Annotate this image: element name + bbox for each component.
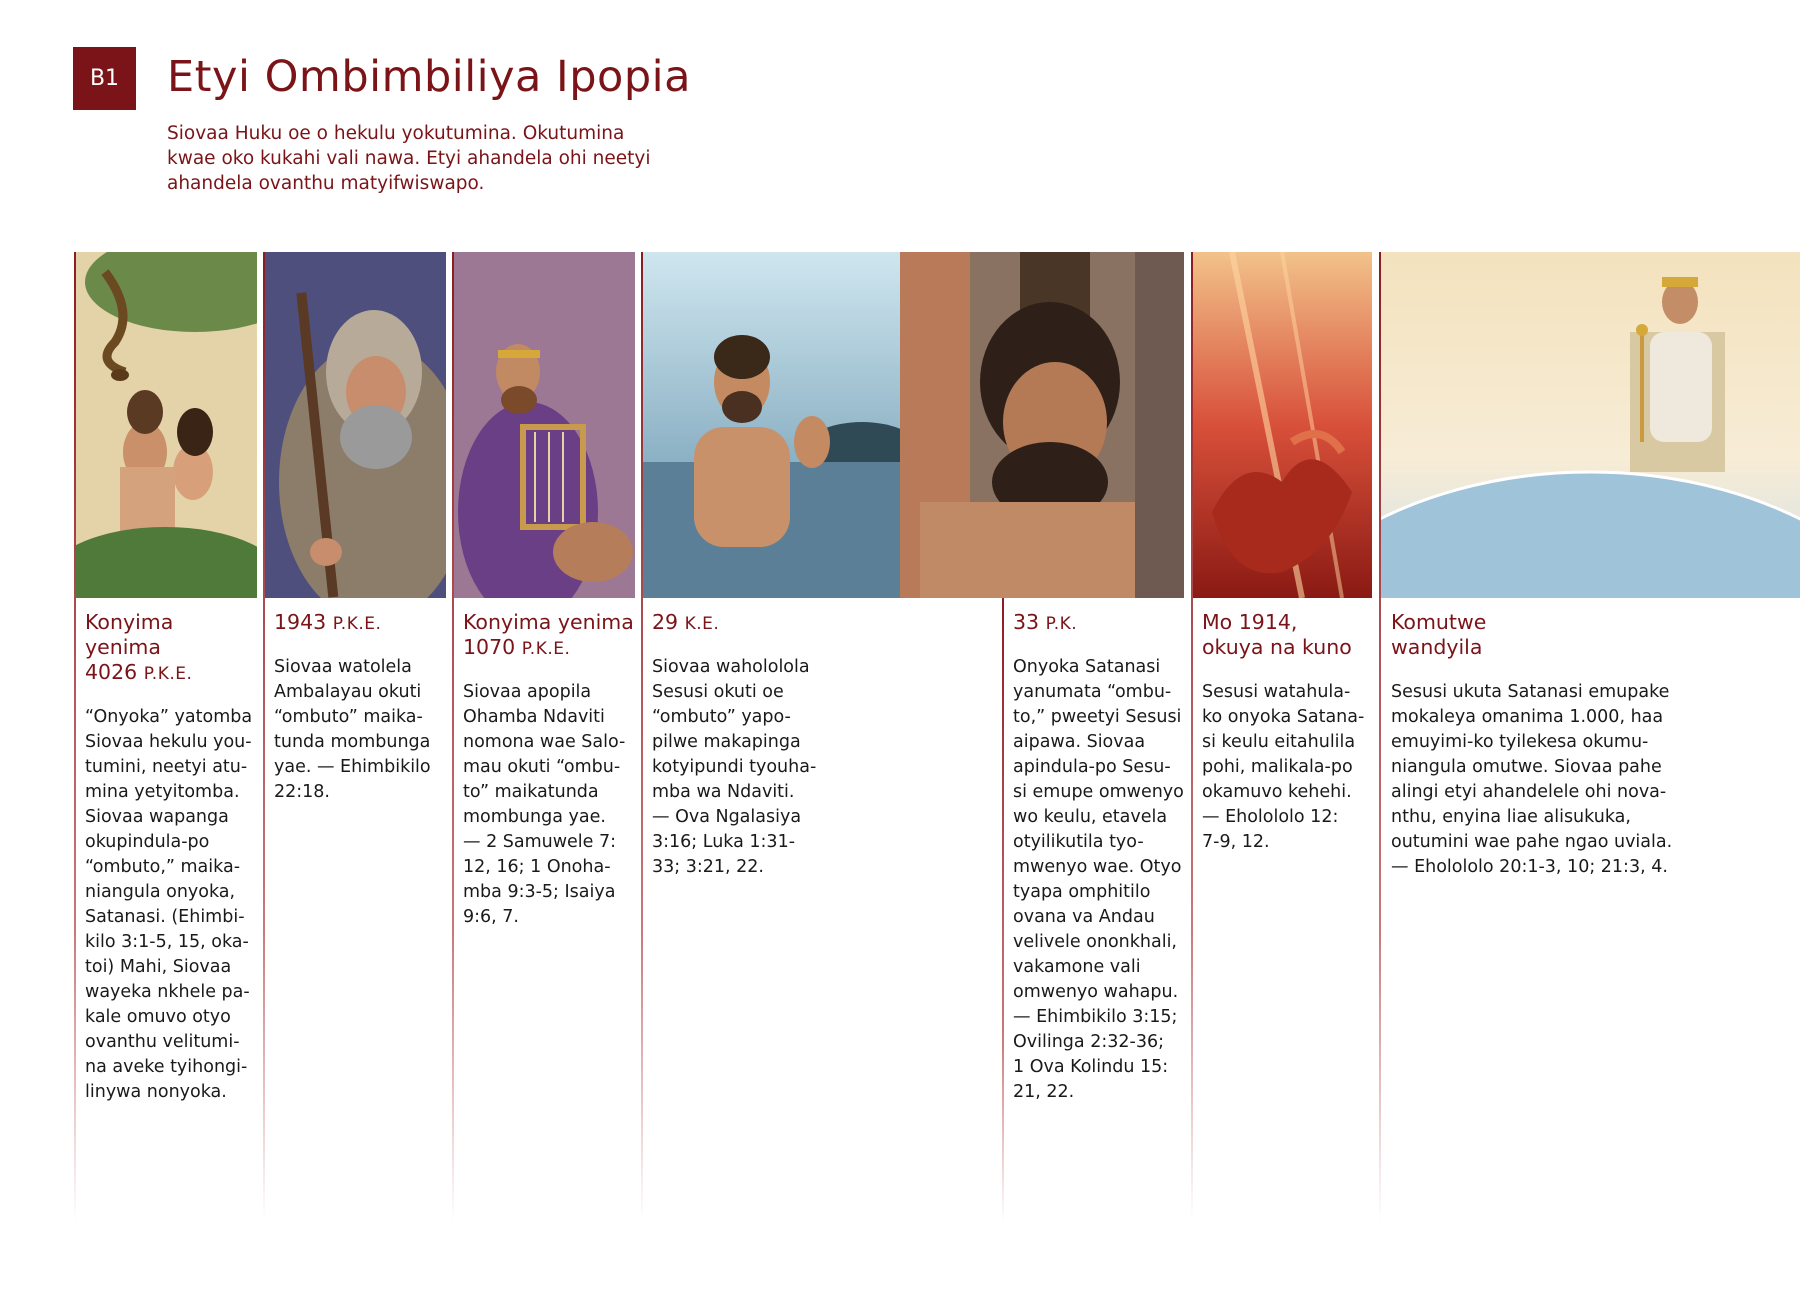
garden-serpent-couple-illustration	[75, 252, 257, 598]
entry-text: Sesusi watahula- ko onyoka Satana- si keulu eitahulila pohi, malikala-po okamuvo kehehi. — Eholololo 12: 7-9, 12.	[1202, 682, 1365, 852]
timeline-entry	[652, 610, 852, 880]
entry-text: Onyoka Satanasi yanumata “ombu- to,” pweetyi Sesusi aipawa. Siovaa apindula-po Sesu- si emupe omwenyo wo keulu, etavela otyilikutila tyo- mwenyo wae. Otyo tyapa omphitilo ovana va Andau velivele ononkhali, vakamone vali omwenyo wahapu. — Ehimbikilo 3:15; Ovilinga 2:32-36; 1 Ova Kolindu 15: 21, 22.	[1013, 657, 1184, 1102]
man-baptized-in-water-illustration	[642, 252, 900, 598]
entry-text: Sesusi ukuta Satanasi emupake mokaleya omanima 1.000, haa emuyimi-ko tyilekesa okumu- niangula omutwe. Siovaa pahe alingi etyi ahandelele ohi nova- nthu, enyina liae alisukuka, outumini wae pahe ngao uviala. — Eholololo 20:1-3, 10; 21:3, 4.	[1391, 682, 1673, 877]
man-on-stake-illustration	[900, 252, 1184, 598]
timeline-divider	[1002, 598, 1004, 1222]
entry-text: Siovaa watolela Ambalayau okuti “ombuto” maika- tunda mombunga yae. — Ehimbikilo 22:18.	[274, 657, 431, 802]
timeline-divider	[74, 252, 76, 1222]
timeline-divider	[1379, 252, 1381, 1222]
entry-date: Komutwe wandyila	[1391, 610, 1487, 659]
entry-date: Mo 1914, okuya na kuno	[1202, 610, 1352, 659]
timeline-entry	[274, 610, 444, 805]
timeline-divider	[641, 252, 643, 1222]
timeline-entry	[1391, 610, 1791, 880]
timeline-entry	[1202, 610, 1377, 855]
timeline-entry	[463, 610, 638, 930]
entry-text: Siovaa apopila Ohamba Ndaviti nomona wae Salo- mau okuti “ombu- to” maikatunda mombunga yae. — 2 Samuwele 7: 12, 16; 1 Onoha- mba 9:3-5; Isaiya 9:6, 7.	[463, 682, 626, 927]
section-badge: B1	[73, 47, 136, 110]
timeline-entry	[1013, 610, 1188, 1105]
entry-date: 29 K.E.	[652, 610, 720, 634]
intro-text: Siovaa Huku oe o hekulu yokutumina. Okutumina kwae oko kukahi vali nawa. Etyi ahandela ohi neetyi ahandela ovanthu matyifwiswapo.	[167, 123, 651, 194]
entry-text: Siovaa waholololа Sesusi okuti oe “ombuto” yapo- pilwe makapinga kotyipundi tyouha- mba wa Ndaviti. — Ova Ngalasiya 3:16; Luka 1:31- 33; 3:21, 22.	[652, 657, 817, 877]
timeline-entry	[85, 610, 255, 1105]
fiery-dragon-expelled-illustration	[1192, 252, 1372, 598]
timeline-divider	[1191, 252, 1193, 1222]
entry-text: “Onyoka” yatomba Siovaa hekulu you- tumini, neetyi atu- mina yetyitomba. Siovaa wapanga okupindula-po “ombuto,” maika- niangula onyoka, Satanasi. (Ehimbi- kilo 3:1-5, 15, oka- toi) Mahi, Siovaa wayeka nkhele pa- kale omuvo otyo ovanthu velitumi- na aveke tyihongi- linywa nonyoka.	[85, 707, 253, 1102]
timeline-divider	[452, 252, 454, 1222]
timeline-divider	[263, 252, 265, 1222]
page-title: Etyi Ombimbiliya Ipopia	[167, 52, 691, 102]
elderly-man-with-staff-illustration	[264, 252, 446, 598]
entry-date: 1943 P.K.E.	[274, 610, 382, 634]
entry-date: Konyima yenima 1070 P.K.E.	[463, 610, 634, 659]
entry-date: Konyima yenima 4026 P.K.E.	[85, 610, 193, 684]
king-with-harp-illustration	[453, 252, 635, 598]
king-on-throne-above-earth-illustration	[1380, 252, 1800, 598]
entry-date: 33 P.K.	[1013, 610, 1078, 634]
